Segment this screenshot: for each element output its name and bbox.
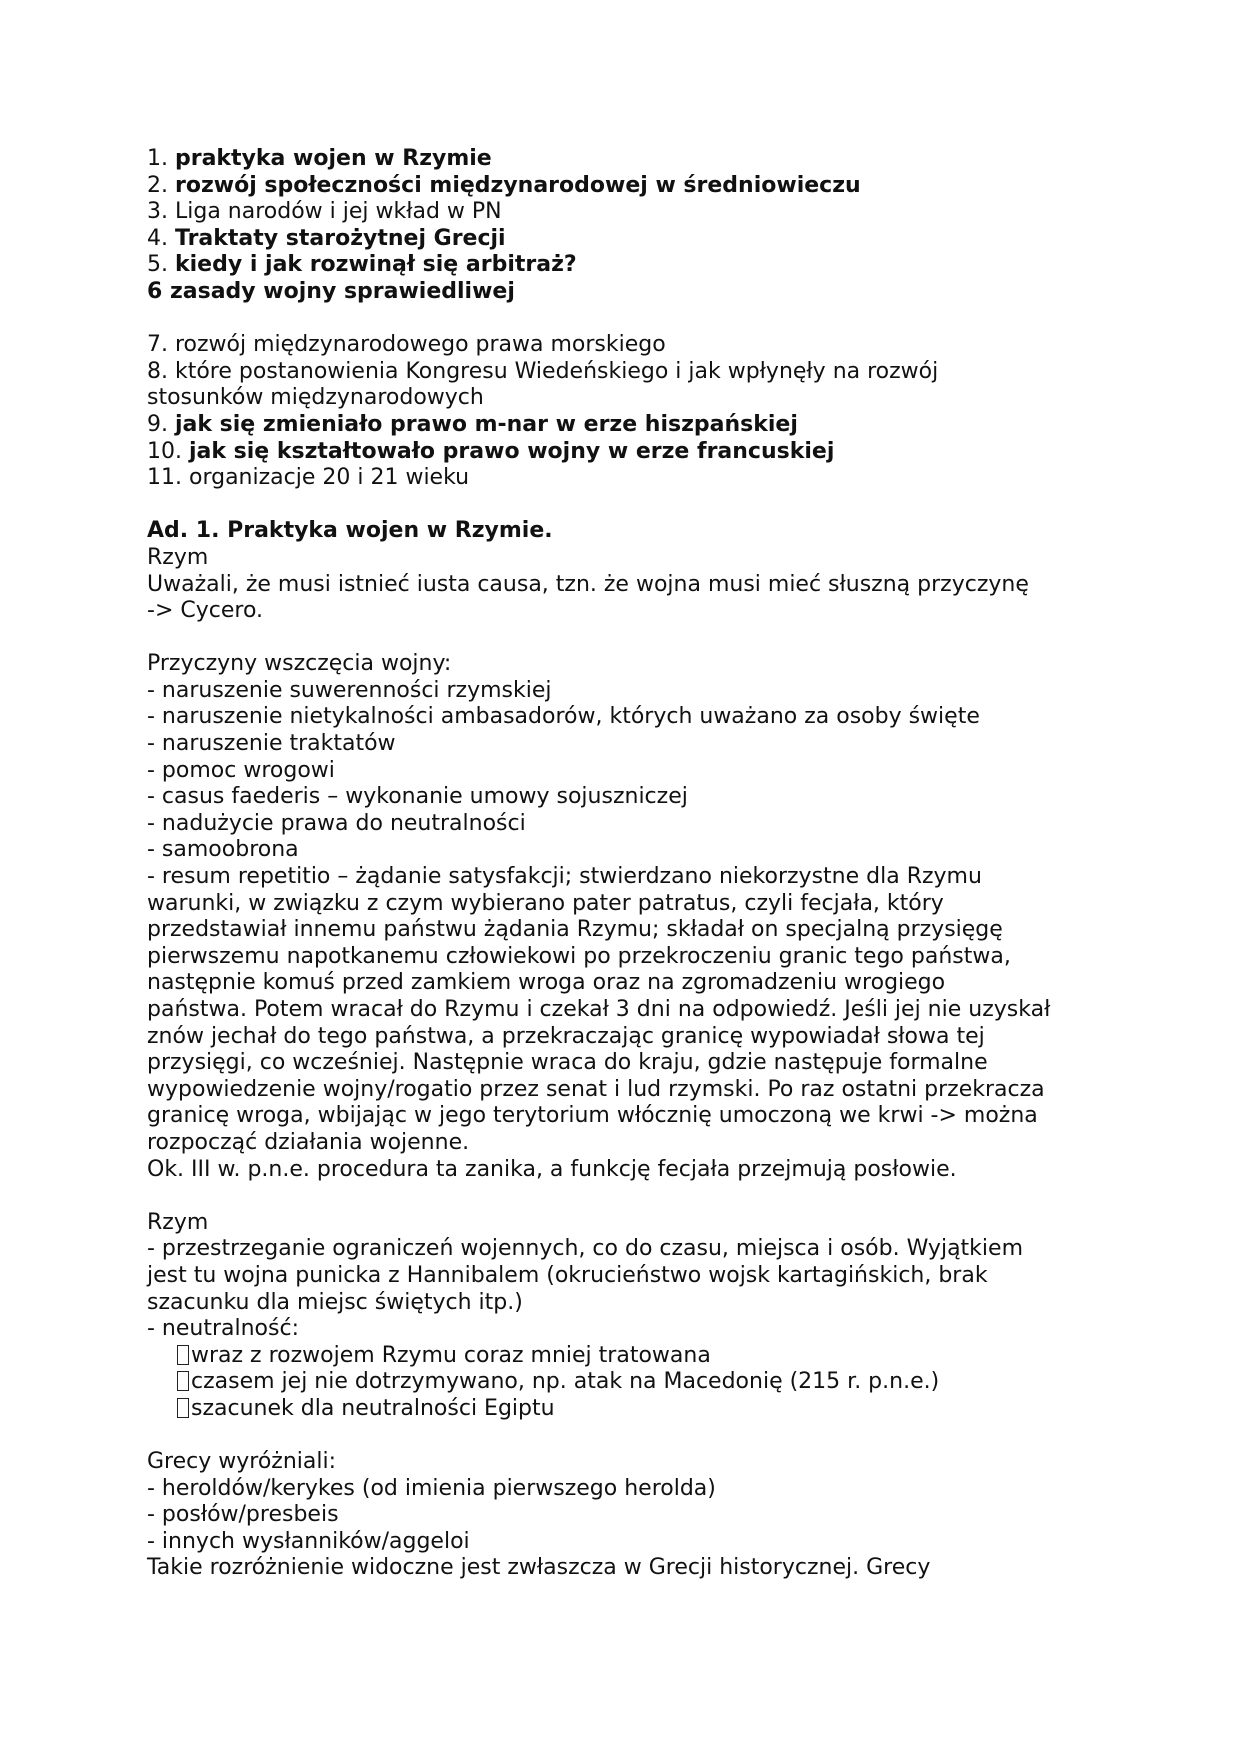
cause-line: pierwszemu napotkanemu człowiekowi po przekroczeniu granic tego państwa, — [147, 943, 1011, 969]
cause-line: następnie komuś przed zamkiem wroga oraz na zgromadzeniu wrogiego — [147, 970, 946, 996]
toc-list — [147, 146, 1107, 492]
square-bullet-icon — [177, 1371, 189, 1391]
cause-line: granicę wroga, wbijając w jego terytorium włócznię umoczoną we krwi -> można — [147, 1103, 1038, 1129]
cause-line: - resum repetitio – żądanie satysfakcji; stwierdzano niekorzystne dla Rzymu — [147, 864, 982, 890]
cause-line: państwa. Potem wracał do Rzymu i czekał 3 dni na odpowiedź. Jeśli jej nie uzyskał — [147, 997, 1051, 1022]
spacer — [147, 625, 1107, 652]
cause-line: wypowiedzenie wojny/rogatio przez senat i lud rzymski. Po raz ostatni przekracza — [147, 1076, 1045, 1102]
spacer — [147, 492, 1107, 519]
greeks-line: Takie rozróżnienie widoczne jest zwłaszcza w Grecji historycznej. Grecy — [147, 1555, 931, 1581]
causes-title: Przyczyny wszczęcia wojny: — [147, 651, 452, 677]
cause-line: rozpocząć działania wojenne. — [147, 1129, 470, 1155]
greeks-line: - posłów/presbeis — [147, 1502, 339, 1528]
spacer — [147, 1183, 1107, 1210]
cause-line: - naruszenie nietykalności ambasadorów, których uważano za osoby święte — [147, 704, 980, 730]
cause-line: Ok. III w. p.n.e. procedura ta zanika, a funkcję fecjała przejmują posłowie. — [147, 1156, 957, 1182]
document-page — [147, 146, 1107, 1582]
intro-line: -> Cycero. — [147, 598, 264, 624]
greeks-line: - innych wysłanników/aggeloi — [147, 1528, 470, 1554]
intro-line: Uważali, że musi istnieć iusta causa, tzn. że wojna musi mieć słuszną przyczynę — [147, 571, 1029, 597]
toc-item-5: 5. kiedy i jak rozwinął się arbitraż? — [147, 252, 577, 278]
square-bullet-icon — [177, 1345, 189, 1365]
rzym-line: jest tu wojna punicka z Hannibalem (okrucieństwo wojsk kartagińskich, brak — [147, 1262, 988, 1288]
neutral-bullet: czasem jej nie dotrzymywano, np. atak na Macedonię (215 r. p.n.e.) — [147, 1369, 1107, 1396]
cause-line: przedstawiał innemu państwu żądania Rzymu; składał on specjalną przysięgę — [147, 917, 1003, 943]
toc-item-10: 10. jak się kształtowało prawo wojny w erze francuskiej — [147, 438, 835, 464]
toc-item-9: 9. jak się zmieniało prawo m-nar w erze hiszpańskiej — [147, 411, 798, 437]
square-bullet-icon — [177, 1398, 189, 1418]
toc-item-11: 11. organizacje 20 i 21 wieku — [147, 465, 470, 491]
cause-line: warunki, w związku z czym wybierano pater patratus, czyli fecjała, który — [147, 890, 944, 916]
toc-item-4: 4. Traktaty starożytnej Grecji — [147, 225, 506, 251]
toc-item-1: 1. praktyka wojen w Rzymie — [147, 146, 492, 171]
cause-line: - pomoc wrogowi — [147, 757, 335, 783]
toc-item-8: 8. które postanowienia Kongresu Wiedeńskiego i jak wpłynęły na rozwój — [147, 358, 939, 384]
greeks-title: Grecy wyróżniali: — [147, 1449, 337, 1475]
intro-line: Rzym — [147, 544, 209, 570]
spacer — [147, 1423, 1107, 1450]
toc-item-8-cont: stosunków międzynarodowych — [147, 385, 484, 411]
cause-line: - naruszenie traktatów — [147, 731, 396, 757]
cause-line: przysięgi, co wcześniej. Następnie wraca do kraju, gdzie następuje formalne — [147, 1050, 988, 1076]
cause-line: - nadużycie prawa do neutralności — [147, 810, 526, 836]
toc-item-3: 3. Liga narodów i jej wkład w PN — [147, 199, 502, 225]
rzym-line: - neutralność: — [147, 1316, 299, 1342]
rzym-line: - przestrzeganie ograniczeń wojennych, co do czasu, miejsca i osób. Wyjątkiem — [147, 1236, 1023, 1262]
neutral-bullet: szacunek dla neutralności Egiptu — [147, 1396, 1107, 1423]
cause-line: - samoobrona — [147, 837, 299, 863]
section-heading: Ad. 1. Praktyka wojen w Rzymie. — [147, 518, 553, 544]
greeks-line: - heroldów/kerykes (od imienia pierwszego herolda) — [147, 1475, 716, 1501]
toc-item-2: 2. rozwój społeczności międzynarodowej w średniowieczu — [147, 172, 861, 198]
neutral-bullet: wraz z rozwojem Rzymu coraz mniej tratowana — [147, 1343, 1107, 1370]
cause-line: - casus faederis – wykonanie umowy sojuszniczej — [147, 784, 688, 810]
toc-item-7: 7. rozwój międzynarodowego prawa morskiego — [147, 332, 666, 358]
rzym-line: szacunku dla miejsc świętych itp.) — [147, 1289, 523, 1315]
cause-line: - naruszenie suwerenności rzymskiej — [147, 677, 552, 703]
rzym-title: Rzym — [147, 1209, 209, 1235]
spacer — [147, 306, 1107, 333]
cause-line: znów jechał do tego państwa, a przekraczając granicę wypowiadał słowa tej — [147, 1023, 985, 1049]
toc-item-6: 6 zasady wojny sprawiedliwej — [147, 278, 515, 304]
